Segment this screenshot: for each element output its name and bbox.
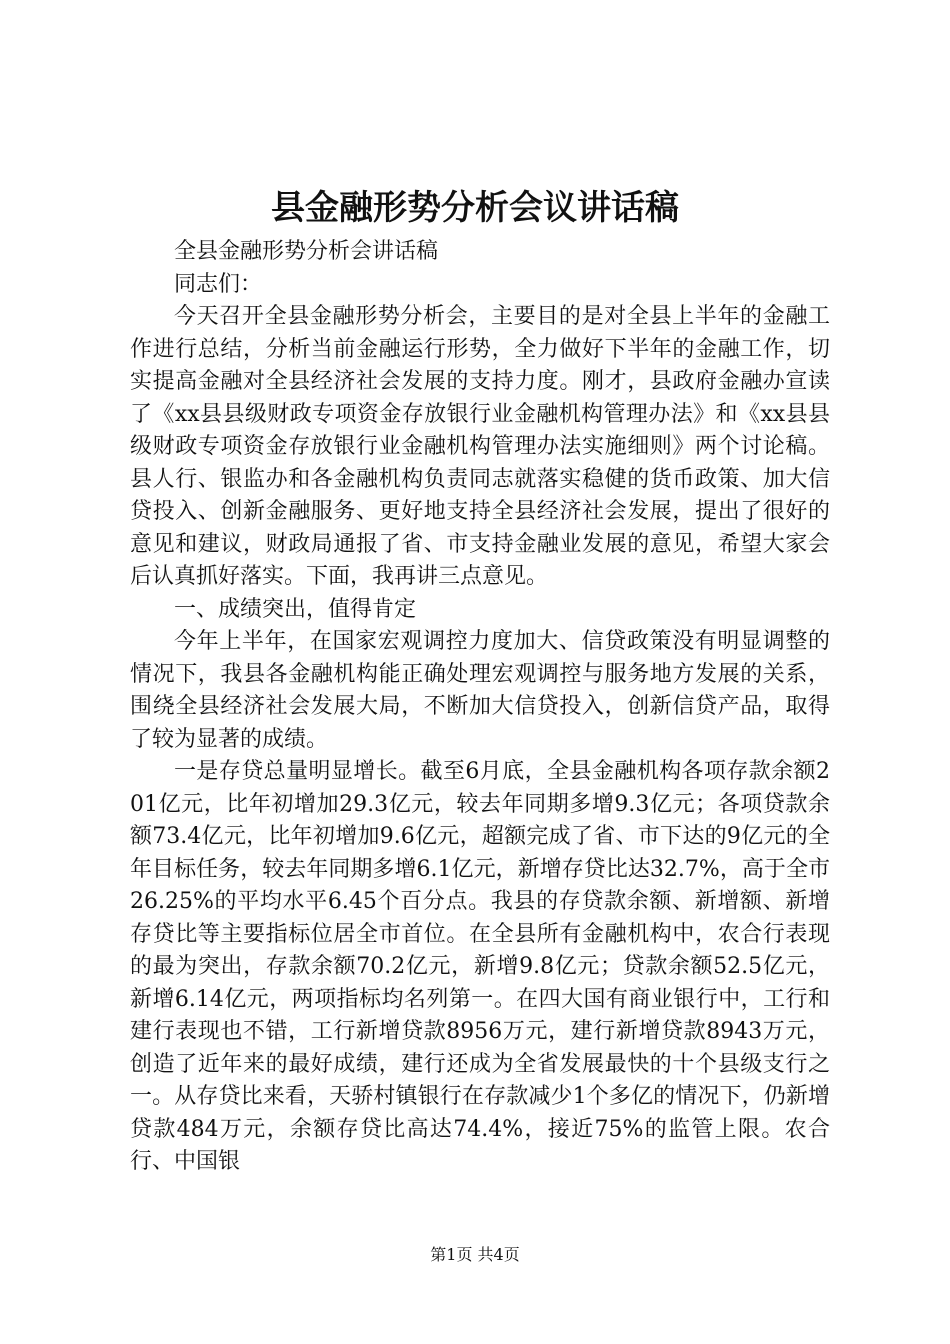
document-body [130, 236, 830, 1179]
paragraph-overview: 今年上半年，在国家宏观调控力度加大、信贷政策没有明显调整的情况下，我县各金融机构能正确处理宏观调控与服务地方发展的关系，围绕全县经济社会发展大局，不断加大信贷投入，创新信贷产品，取得了较为显著的成绩。 [130, 629, 830, 752]
paragraph-intro: 今天召开全县金融形势分析会，主要目的是对全县上半年的金融工作进行总结，分析当前金融运行形势，全力做好下半年的金融工作，切实提高金融对全县经济社会发展的支持力度。刚才，县政府金融办宣读了《xx县县级财政专项资金存放银行业金融机构管理办法》和《xx县县级财政专项资金存放银行业金融机构管理办法实施细则》两个讨论稿。县人行、银监办和各金融机构负责同志就落实稳健的货币政策、加大信贷投入、创新金融服务、更好地支持全县经济社会发展，提出了很好的意见和建议，财政局通报了省、市支持金融业发展的意见，希望大家会后认真抓好落实。下面，我再讲三点意见。 [130, 304, 830, 589]
paragraph-deposits-loans: 一是存贷总量明显增长。截至6月底，全县金融机构各项存款余额201亿元，比年初增加29.3亿元，较去年同期多增9.3亿元；各项贷款余额73.4亿元，比年初增加9.6亿元，超额完成了省、市下达的9亿元的全年目标任务，较去年同期多增6.1亿元，新增存贷比达32.7%，高于全市26.25%的平均水平6.45个百分点。我县的存贷款余额、新增额、新增存贷比等主要指标位居全市首位。在全县所有金融机构中，农合行表现的最为突出，存款余额70.2亿元，新增9.8亿元；贷款余额52.5亿元，新增6.14亿元，两项指标均名列第一。在四大国有商业银行中，工行和建行表现也不错，工行新增贷款8956万元，建行新增贷款8943万元，创造了近年来的最好成绩，建行还成为全省发展最快的十个县级支行之一。从存贷比来看，天骄村镇银行在存款减少1个多亿的情况下，仍新增贷款484万元，余额存贷比高达74.4%，接近75%的监管上限。农合行、中国银 [130, 759, 830, 1174]
document-title: 县金融形势分析会议讲话稿 [271, 188, 679, 228]
section-heading-1: 一、成绩突出，值得肯定 [174, 596, 417, 622]
page-footer: 第1页 共4页 [430, 1245, 520, 1264]
paragraph-subtitle: 全县金融形势分析会讲话稿 [174, 239, 439, 264]
paragraph-salutation: 同志们： [174, 271, 263, 297]
